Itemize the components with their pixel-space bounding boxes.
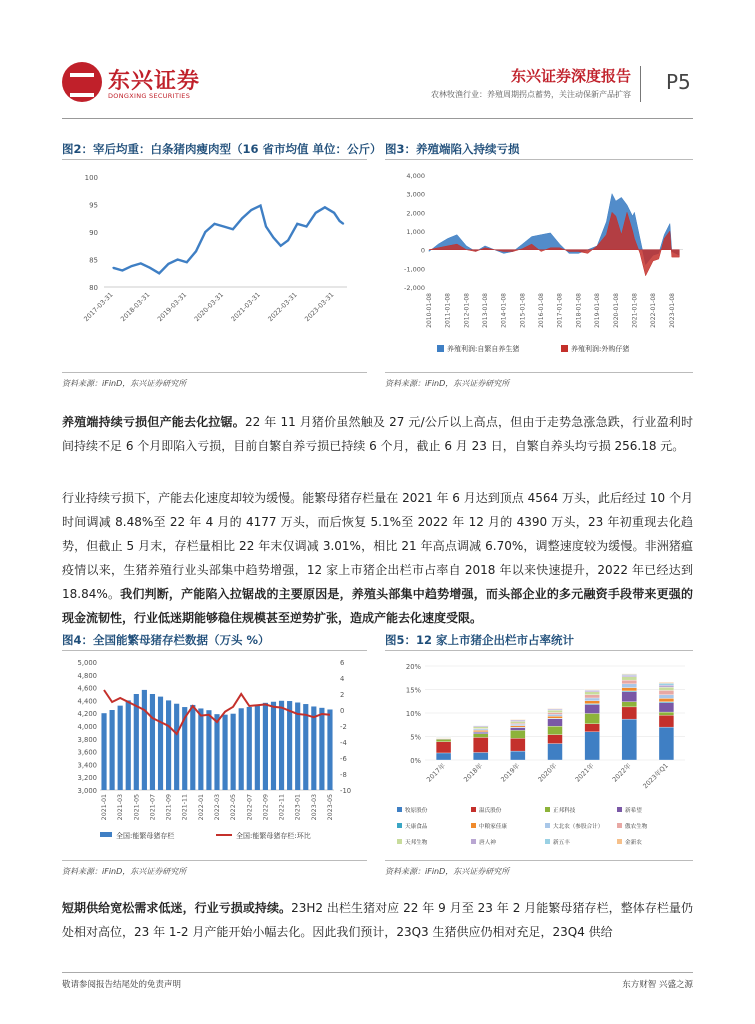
x-tick-label: 2010-01-08: [426, 293, 433, 328]
legend-swatch: [397, 823, 402, 828]
header-divider: [640, 66, 641, 102]
y-tick-label: 80: [89, 284, 98, 292]
y-tick-label: 4,000: [406, 172, 425, 180]
fig2-data-point: [177, 259, 179, 261]
y-left-tick-label: 3,400: [77, 761, 97, 770]
legend-label: 养殖利润:自繁自养生猪: [447, 345, 520, 353]
fig5-bar-segment: [436, 753, 451, 760]
fig4-bar: [279, 701, 284, 790]
fig4-bar: [134, 694, 139, 790]
fig4-bar: [110, 710, 115, 790]
fig5-bar-segment: [659, 712, 674, 715]
x-tick-label: 2012-01-08: [463, 293, 471, 328]
y-left-tick-label: 3,600: [77, 748, 97, 757]
y-tick-label: 3,000: [406, 190, 425, 199]
fig2-data-point: [140, 262, 142, 264]
fig2-data-point: [158, 272, 160, 274]
fig5-bar-segment: [510, 751, 525, 760]
fig5-bar-segment: [585, 692, 600, 695]
fig2-data-point: [168, 263, 170, 265]
y-tick-label: 85: [89, 256, 98, 265]
fig4-bar: [158, 697, 163, 790]
legend-swatch: [545, 839, 550, 844]
y-right-tick-label: 0: [340, 707, 345, 715]
x-tick-label: 2018-01-08: [575, 293, 583, 328]
fig2-data-point: [112, 267, 114, 269]
x-tick-label: 2020-03-31: [192, 290, 226, 324]
logo-text-cn: 东兴证券: [108, 69, 201, 94]
legend-label: 金新农: [625, 840, 642, 846]
fig2-data-point: [122, 270, 124, 272]
fig4-bar: [263, 703, 268, 790]
legend-swatch: [561, 345, 568, 352]
fig5-bar-segment: [510, 730, 525, 738]
paragraph-capacity-judgement: 我们判断，产能陷入拉锯战的主要原因是，养殖头部集中趋势增强，而头部企业的多元融资手段带来更强的现金流韧性，行业低迷期能够稳住规模甚至逆势扩张，造成产能去化速度受限。: [62, 587, 693, 625]
report-title: 东兴证券深度报告: [510, 67, 631, 85]
legend-label: 全国:能繁母猪存栏: [116, 832, 175, 840]
x-tick-label: 2021-11: [181, 794, 189, 821]
x-tick-label: 2021-03: [117, 794, 125, 821]
legend-label: 天康食品: [405, 824, 428, 830]
fig2-data-point: [195, 250, 197, 252]
fig2-source: 资料来源：iFinD，东兴证券研究所: [62, 379, 187, 388]
fig2-data-point: [315, 212, 317, 214]
fig2-data-point: [342, 223, 344, 225]
fig2-data-point: [287, 239, 289, 241]
fig4-bar: [190, 705, 195, 790]
fig2-data-point: [333, 212, 335, 214]
y-tick-label: 15%: [405, 686, 421, 695]
fig4-bar: [327, 709, 332, 790]
fig2-chart: [62, 165, 367, 365]
fig5-bar-segment: [436, 739, 451, 741]
fig4-bar: [255, 705, 260, 790]
x-tick-label: 2017-03-31: [82, 290, 115, 324]
y-right-tick-label: -8: [340, 771, 347, 779]
legend-swatch: [617, 823, 622, 828]
fig5-bar-segment: [548, 735, 563, 744]
legend-label: 大北农（参股合计）: [553, 824, 604, 830]
fig4-bar: [319, 708, 324, 790]
fig2-bottom-rule: [62, 372, 367, 373]
fig4-bar: [118, 706, 123, 790]
y-tick-label: 95: [89, 201, 98, 210]
fig5-bar-segment: [473, 734, 488, 738]
fig2-data-point: [131, 265, 133, 267]
fig2-data-point: [223, 226, 225, 228]
legend-swatch-bar: [100, 832, 112, 837]
x-tick-label: 2023-05: [326, 794, 334, 821]
fig5-bar-segment: [548, 713, 563, 715]
fig5-bar-segment: [585, 724, 600, 732]
y-left-tick-label: 4,400: [77, 697, 97, 706]
x-tick-label: 2023年Q1: [641, 761, 670, 791]
fig5-bar-segment: [585, 698, 600, 701]
fig5-bar-segment: [473, 732, 488, 733]
header-rule: [62, 118, 693, 119]
paragraph-supply-body: 23H2 出栏生猪对应 22 年 9 月至 23 年 2 月能繁母猪存栏，整体存栏量仍处相对高位，23 年 1-2 月产能开始小幅去化。因此我们预计，23Q3 生猪供应仍相对充足，23Q4 供给: [62, 901, 693, 939]
logo-text-en: DONGXING SECURITIES: [108, 92, 191, 100]
y-right-tick-label: 2: [340, 691, 345, 699]
x-tick-label: 2021-03-31: [229, 290, 262, 324]
fig3-title-rule: [385, 159, 693, 160]
legend-label: 天邦生物: [405, 840, 428, 846]
footer-rule: [62, 972, 693, 973]
fig2-data-point: [324, 206, 326, 208]
y-left-tick-label: 3,200: [77, 774, 97, 783]
y-tick-label: 10%: [405, 710, 421, 718]
fig5-bar-segment: [548, 710, 563, 712]
fig5-bar-segment: [622, 719, 637, 760]
fig5-bar-segment: [473, 730, 488, 731]
fig5-bar-segment: [659, 690, 674, 694]
x-tick-label: 2018-03-31: [119, 290, 152, 324]
legend-swatch: [397, 807, 402, 812]
fig4-bar: [174, 704, 179, 790]
paragraph-capacity: [62, 486, 693, 630]
fig4-bar: [287, 701, 292, 790]
y-left-tick-label: 4,800: [77, 671, 97, 680]
x-tick-label: 2021-01-08: [631, 293, 639, 328]
legend-swatch: [471, 807, 476, 812]
fig5-bar-segment: [473, 737, 488, 752]
x-tick-label: 2023-01-08: [668, 293, 676, 328]
fig4-bar: [126, 700, 131, 790]
fig4-bar: [142, 690, 147, 790]
x-tick-label: 2021年: [573, 761, 596, 784]
fig5-bar-segment: [659, 682, 674, 683]
fig5-bar-segment: [510, 728, 525, 731]
fig4-bar: [239, 708, 244, 790]
legend-swatch: [545, 807, 550, 812]
y-left-tick-label: 4,200: [77, 710, 97, 719]
x-tick-label: 2022-03-31: [266, 290, 299, 324]
x-tick-label: 2021-07: [149, 794, 157, 821]
x-tick-label: 2022-01: [197, 794, 205, 821]
fig5-bottom-rule: [385, 860, 693, 861]
x-tick-label: 2023-03: [310, 794, 318, 821]
y-tick-label: 5%: [410, 733, 421, 742]
fig5-source: 资料来源：iFinD，东兴证券研究所: [385, 867, 510, 876]
x-tick-label: 2021-01: [101, 794, 109, 821]
fig2-data-point: [214, 223, 216, 225]
fig5-bar-segment: [473, 727, 488, 729]
fig4-bar: [303, 704, 308, 790]
legend-swatch: [437, 345, 444, 352]
fig3-chart: [385, 165, 693, 365]
paragraph-supply: [62, 896, 693, 944]
paragraph-supply-lead: 短期供给宽松需求低迷，行业亏损或持续。: [62, 901, 292, 915]
report-subtitle: 农林牧渔行业：养殖周期拐点蓄势，关注动保新产品扩容: [431, 90, 631, 99]
legend-swatch: [471, 839, 476, 844]
fig5-bar-segment: [510, 724, 525, 725]
fig5-bar-segment: [622, 674, 637, 675]
x-tick-label: 2020-01-08: [612, 293, 620, 328]
fig5-bar-segment: [585, 732, 600, 760]
fig2-data-point: [149, 267, 151, 269]
x-tick-label: 2022-07: [246, 794, 254, 821]
x-tick-label: 2019-03-31: [155, 290, 189, 324]
fig2-data-point: [280, 245, 282, 247]
fig4-bar: [271, 702, 276, 790]
x-tick-label: 2021-09: [165, 794, 173, 821]
fig5-bar-segment: [622, 684, 637, 688]
legend-swatch: [617, 839, 622, 844]
fig4-bottom-rule: [62, 860, 367, 861]
fig5-bar-segment: [659, 685, 674, 687]
x-tick-label: 2014-01-08: [500, 293, 508, 328]
fig5-bar-segment: [659, 715, 674, 727]
fig5-bar-segment: [622, 677, 637, 680]
legend-label: 唐人神: [479, 840, 496, 846]
fig4-source: 资料来源：iFinD，东兴证券研究所: [62, 867, 187, 876]
x-tick-label: 2022年: [610, 761, 633, 784]
paragraph-capacity-body: 行业持续亏损下，产能去化速度却较为缓慢。能繁母猪存栏量在 2021 年 6 月达到顶点 4564 万头，此后经过 10 个月时间调减 8.48%至 22 年 4 月的 4177 万头，而后恢复 5.1%至 2022 年 12 月的 4390 万头，23 年初重现去化趋势，但截止 5 月末，存栏量相比 22 年末仅调减 3.01%，相比 21 年高点调减 6.70%，调整速度较为缓慢。非洲猪瘟疫情以来，生猪养殖行业头部集中趋势增强，12 家上市猪企出栏市占率自 2018 年以来快速提升，2022 年已经达到 18.84%。: [62, 491, 693, 601]
fig5-bar-segment: [659, 703, 674, 712]
fig2-data-point: [260, 205, 262, 207]
y-tick-label: -1,000: [404, 265, 425, 274]
legend-label: 傲农生物: [625, 824, 648, 830]
y-right-tick-label: 6: [340, 659, 345, 667]
fig3-title: 图3：养殖端陷入持续亏损: [385, 142, 520, 156]
x-tick-label: 2013-01-08: [482, 293, 490, 328]
fig4-bar: [222, 715, 227, 790]
y-tick-label: 0: [420, 246, 425, 255]
fig5-bar-segment: [548, 719, 563, 727]
x-tick-label: 2023-03-31: [303, 290, 336, 324]
legend-swatch: [617, 807, 622, 812]
fig4-chart: [62, 654, 367, 854]
fig4-bar: [206, 710, 211, 790]
fig2-data-point: [204, 231, 206, 233]
fig4-bar: [311, 706, 316, 790]
fig5-bar-segment: [473, 729, 488, 730]
fig5-bar-segment: [659, 683, 674, 685]
y-tick-label: 90: [89, 229, 98, 237]
fig2-series-line: [113, 206, 343, 274]
footer-slogan: 东方财智 兴盛之源: [622, 980, 693, 990]
fig2-data-point: [186, 261, 188, 263]
fig5-bar-segment: [510, 738, 525, 751]
x-tick-label: 2019-01-08: [594, 293, 602, 328]
y-tick-label: 20%: [405, 663, 421, 671]
fig5-bar-segment: [585, 705, 600, 714]
fig3-source: 资料来源：iFinD，东兴证券研究所: [385, 379, 510, 388]
fig2-data-point: [241, 217, 243, 219]
fig5-bar-segment: [622, 702, 637, 707]
fig5-bar-segment: [585, 713, 600, 723]
legend-swatch: [397, 839, 402, 844]
legend-label: 新希望: [625, 808, 642, 814]
legend-label: 新五丰: [553, 840, 570, 846]
x-tick-label: 2021-05: [133, 794, 141, 821]
fig4-bar: [101, 713, 106, 790]
x-tick-label: 2022-05: [230, 794, 238, 821]
fig4-bar: [198, 708, 203, 790]
y-right-tick-label: -2: [340, 723, 347, 731]
fig5-bar-segment: [585, 695, 600, 698]
fig5-bar-segment: [659, 687, 674, 690]
fig5-bar-segment: [659, 698, 674, 701]
fig5-bar-segment: [436, 742, 451, 753]
fig2-data-point: [250, 209, 252, 211]
fig4-bar: [247, 707, 252, 790]
x-tick-label: 2016-01-08: [538, 293, 546, 328]
fig5-bar-segment: [585, 690, 600, 691]
fig5-bar-segment: [585, 701, 600, 704]
fig5-bar-segment: [473, 752, 488, 760]
fig4-title-rule: [62, 650, 367, 651]
x-tick-label: 2017年: [425, 761, 447, 784]
fig2-data-point: [232, 228, 234, 230]
y-left-tick-label: 4,600: [77, 684, 97, 693]
fig2-data-point: [306, 226, 308, 228]
y-right-tick-label: 4: [340, 675, 345, 683]
fig2-data-point: [339, 220, 341, 222]
x-tick-label: 2020年: [536, 761, 559, 784]
fig5-bar-segment: [659, 727, 674, 760]
fig5-bar-segment: [622, 675, 637, 676]
footer-disclaimer: 敬请参阅报告结尾处的免责声明: [62, 980, 182, 990]
y-left-tick-label: 4,000: [77, 723, 97, 731]
y-right-tick-label: -6: [340, 755, 347, 763]
fig5-chart: [385, 654, 693, 854]
y-left-tick-label: 3,800: [77, 735, 97, 744]
x-tick-label: 2017-01-08: [556, 293, 564, 328]
fig5-bar-segment: [510, 721, 525, 723]
legend-label: 正邦科技: [553, 808, 576, 814]
fig5-title: 图5：12 家上市猪企出栏市占率统计: [385, 633, 575, 647]
fig3-bottom-rule: [385, 372, 693, 373]
company-logo: [62, 62, 201, 108]
x-tick-label: 2019年: [499, 761, 522, 784]
logo-emblem-icon: [62, 62, 102, 102]
y-tick-label: 0%: [410, 757, 421, 765]
y-tick-label: 1,000: [406, 228, 425, 236]
legend-swatch: [545, 823, 550, 828]
fig5-bar-segment: [510, 726, 525, 727]
fig4-title: 图4：全国能繁母猪存栏数据（万头 %）: [62, 633, 270, 647]
y-tick-label: 100: [84, 174, 98, 182]
fig5-bar-segment: [622, 680, 637, 684]
paragraph-loss-lead: 养殖端持续亏损但产能去化拉锯。: [62, 415, 245, 429]
fig4-bar: [214, 714, 219, 790]
legend-label: 养殖利润:外购仔猪: [571, 345, 630, 353]
x-tick-label: 2022-09: [262, 794, 270, 821]
fig5-bar-segment: [510, 720, 525, 721]
y-right-tick-label: -4: [340, 739, 347, 747]
fig4-bar: [231, 714, 236, 790]
x-tick-label: 2011-01-08: [444, 293, 452, 328]
fig2-data-point: [265, 226, 267, 228]
fig5-bar-segment: [622, 692, 637, 702]
paragraph-loss-body: 22 年 11 月猪价虽然触及 27 元/公斤以上高点，但由于走势急涨急跌，行业盈利时间持续不足 6 个月即陷入亏损，目前自繁自养亏损已持续 6 个月，截止 6 月 23 日，自繁自养头均亏损 256.18 元。: [62, 415, 693, 453]
y-tick-label: 2,000: [406, 209, 425, 218]
fig5-bar-segment: [548, 716, 563, 718]
fig2-title: 图2：宰后均重：白条猪肉瘦肉型（16 省市均值 单位：公斤）: [62, 142, 382, 156]
x-tick-label: 2022-03: [214, 794, 221, 821]
fig2-title-rule: [62, 159, 367, 160]
x-tick-label: 2022-11: [278, 794, 286, 821]
fig5-bar-segment: [548, 714, 563, 716]
legend-swatch: [471, 823, 476, 828]
x-tick-label: 2023-01: [294, 794, 302, 821]
legend-label: 温氏股份: [479, 808, 502, 814]
fig4-bar: [150, 694, 155, 790]
fig4-bar: [166, 700, 171, 790]
y-left-tick-label: 3,000: [77, 787, 97, 795]
legend-label: 中粮家佳康: [479, 824, 507, 830]
fig5-bar-segment: [548, 744, 563, 760]
fig5-bar-segment: [622, 688, 637, 691]
fig5-bar-segment: [548, 726, 563, 734]
y-tick-label: -2,000: [404, 284, 425, 292]
y-left-tick-label: 5,000: [77, 659, 97, 667]
legend-label: 牧原股份: [405, 808, 428, 814]
fig2-data-point: [296, 223, 298, 225]
y-right-tick-label: -10: [340, 787, 352, 795]
fig5-bar-segment: [659, 695, 674, 699]
page-number: P5: [666, 70, 691, 94]
x-tick-label: 2015-01-08: [519, 293, 527, 328]
legend-label: 全国:能繁母猪存栏:环比: [236, 832, 311, 840]
fig2-data-point: [272, 237, 274, 239]
fig4-bar: [295, 703, 300, 790]
fig5-title-rule: [385, 650, 693, 651]
x-tick-label: 2018年: [462, 761, 485, 784]
fig5-bar-segment: [622, 707, 637, 719]
paragraph-loss: [62, 410, 693, 458]
x-tick-label: 2022-01-08: [650, 293, 658, 328]
